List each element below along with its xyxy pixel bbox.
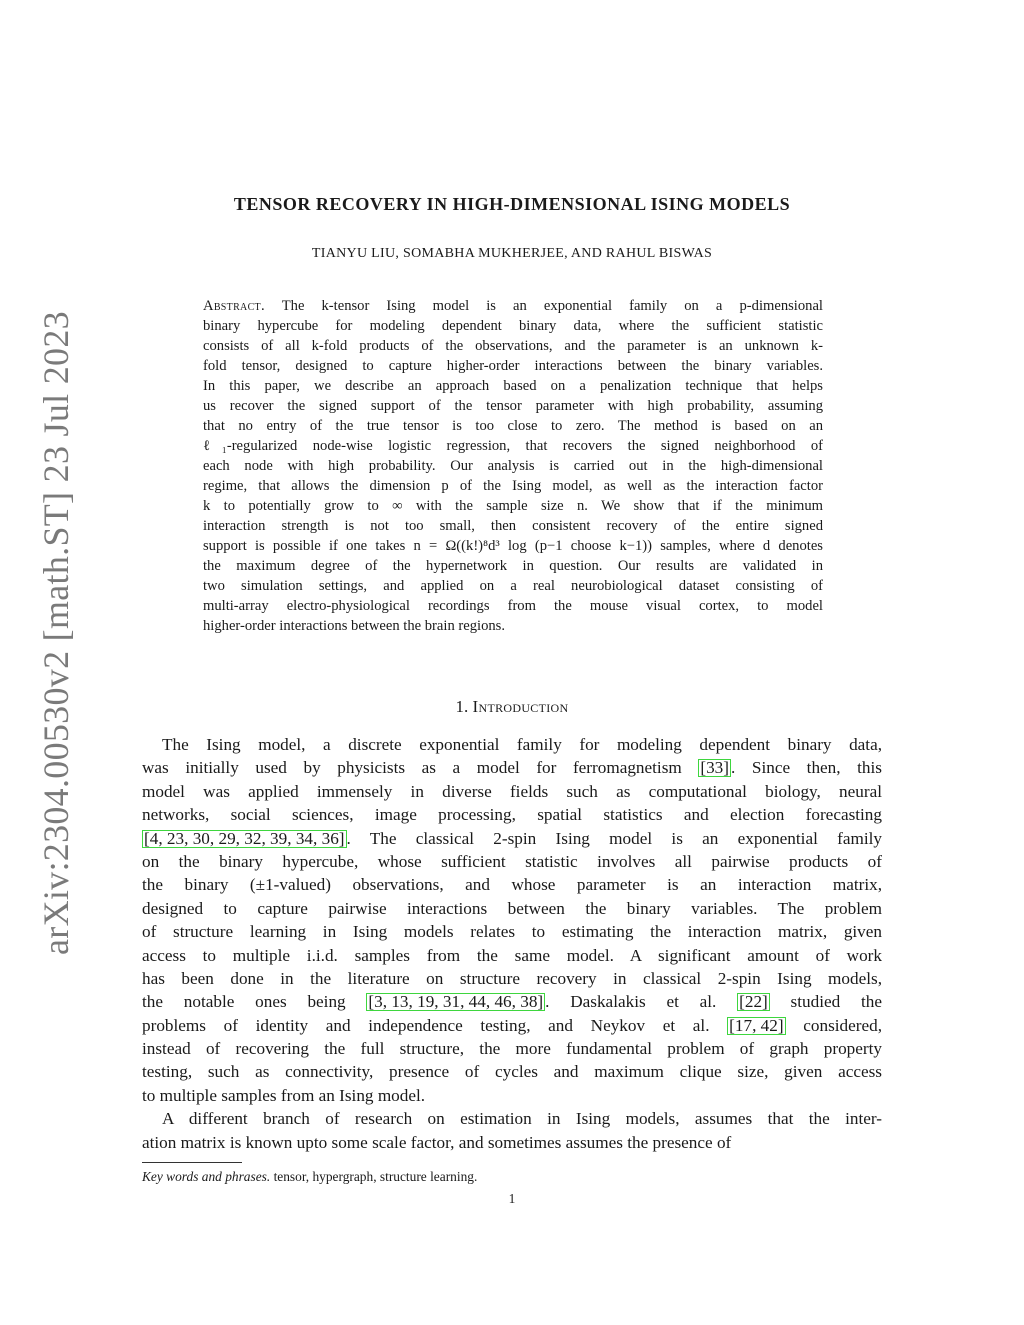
citation-link[interactable]: [17, 42]: [729, 1015, 784, 1035]
abstract-line: regime, that allows the dimension p of the Ising model, as well as the interaction factor: [203, 478, 823, 494]
abstract-line: us recover the signed support of the tensor parameter with high probability, assuming: [203, 398, 823, 414]
abstract-line: [203, 296, 823, 316]
abstract-line: fold tensor, designed to capture higher-order interactions between the binary variables.: [203, 358, 823, 374]
abstract-label: Abstract.: [203, 298, 265, 314]
citation-link[interactable]: [33]: [700, 758, 729, 778]
paragraph-1: [142, 733, 882, 1107]
body-line: instead of recovering the full structure, the more fundamental problem of graph property: [142, 1039, 882, 1059]
abstract-line: multi-array electro-physiological recordings from the mouse visual cortex, to model: [203, 598, 823, 614]
abstract-line: that no entry of the true tensor is too close to zero. The method is based on an: [203, 418, 823, 434]
section-heading: [0, 697, 1024, 717]
body-line: networks, social sciences, image processing, spatial statistics and election forecasting: [142, 805, 882, 825]
body-line: access to multiple i.i.d. samples from the same model. A significant amount of work: [142, 945, 882, 965]
abstract-line: each node with high probability. Our analysis is carried out in the high-dimensional: [203, 458, 823, 474]
body-line: of structure learning in Ising models relates to estimating the interaction matrix, given: [142, 922, 882, 942]
abstract-line: the maximum degree of the hypernetwork in question. Our results are validated in: [203, 558, 823, 574]
footnote-text: tensor, hypergraph, structure learning.: [273, 1169, 478, 1184]
footnote-label: Key words and phrases.: [142, 1169, 271, 1184]
abstract-text: The k-tensor Ising model is an exponential family on a p-dimensional: [281, 298, 823, 314]
abstract-line: interaction strength is not too small, then consistent recovery of the entire signed: [203, 518, 823, 534]
paragraph-2: [142, 1107, 882, 1154]
body-line: has been done in the literature on structure recovery in classical 2-spin Ising models,: [142, 968, 882, 988]
citation-link[interactable]: [4, 23, 30, 29, 32, 39, 34, 36]: [144, 828, 345, 848]
abstract-line: higher-order interactions between the brain regions.: [203, 618, 506, 634]
introduction-body: [142, 733, 882, 1154]
citation-link[interactable]: [3, 13, 19, 31, 44, 46, 38]: [368, 992, 544, 1012]
body-line: on the binary hypercube, whose sufficient statistic involves all pairwise products of: [142, 851, 882, 871]
page-number: 1: [508, 1191, 516, 1206]
abstract-line: support is possible if one takes n = Ω((k!)⁸d³ log (p−1 choose k−1)) samples, where d denotes: [203, 538, 823, 554]
footnote-keywords: [142, 1169, 842, 1185]
body-line: ation matrix is known upto some scale factor, and sometimes assumes the presence of: [142, 1132, 732, 1152]
body-line: the binary (±1-valued) observations, and whose parameter is an interaction matrix,: [142, 875, 882, 895]
body-line: was initially used by physicists as a model for ferromagnetism [33] . Since then, this: [142, 758, 882, 778]
body-line: A different branch of research on estimation in Ising models, assumes that the inter-: [162, 1109, 882, 1129]
abstract-line: ℓ₁-regularized node-wise logistic regression, that recovers the signed neighborhood of: [203, 438, 823, 454]
abstract-line: two simulation settings, and applied on a real neurobiological dataset consisting of: [203, 578, 823, 594]
section-number: 1.: [455, 697, 469, 716]
body-line: The Ising model, a discrete exponential family for modeling dependent binary data,: [162, 735, 882, 754]
paper-title: TENSOR RECOVERY IN HIGH-DIMENSIONAL ISING MODELS: [233, 194, 791, 214]
abstract-line: In this paper, we describe an approach based on a penalization technique that helps: [203, 378, 823, 394]
body-line: the notable ones being [3, 13, 19, 31, 44, 46, 38] . Daskalakis et al. [22] studied the: [142, 992, 882, 1012]
abstract-line: k to potentially grow to ∞ with the sample size n. We show that if the minimum: [203, 498, 823, 514]
section-title: Introduction: [472, 697, 569, 716]
footnote-rule: [142, 1162, 242, 1163]
author-list: TIANYU LIU, SOMABHA MUKHERJEE, AND RAHUL BISWAS: [311, 246, 713, 261]
body-line: testing, such as connectivity, presence of cycles and maximum clique size, given access: [142, 1062, 882, 1082]
body-line: model was applied immensely in diverse fields such as computational biology, neural: [142, 781, 882, 801]
arxiv-identifier: arXiv:2304.00530v2 [math.ST] 23 Jul 2023: [36, 311, 76, 955]
abstract: [203, 296, 823, 636]
abstract-line: consists of all k-fold products of the observations, and the parameter is an unknown k-: [203, 338, 823, 354]
abstract-line: binary hypercube for modeling dependent binary data, where the sufficient statistic: [203, 318, 823, 334]
body-line: [4, 23, 30, 29, 32, 39, 34, 36] . The classical 2-spin Ising model is an exponential family: [144, 828, 882, 848]
body-line: problems of identity and independence testing, and Neykov et al. [17, 42] considered,: [142, 1015, 882, 1035]
body-line: to multiple samples from an Ising model.: [142, 1085, 426, 1105]
body-line: designed to capture pairwise interactions between the binary variables. The problem: [142, 898, 882, 918]
citation-link[interactable]: [22]: [739, 992, 768, 1012]
